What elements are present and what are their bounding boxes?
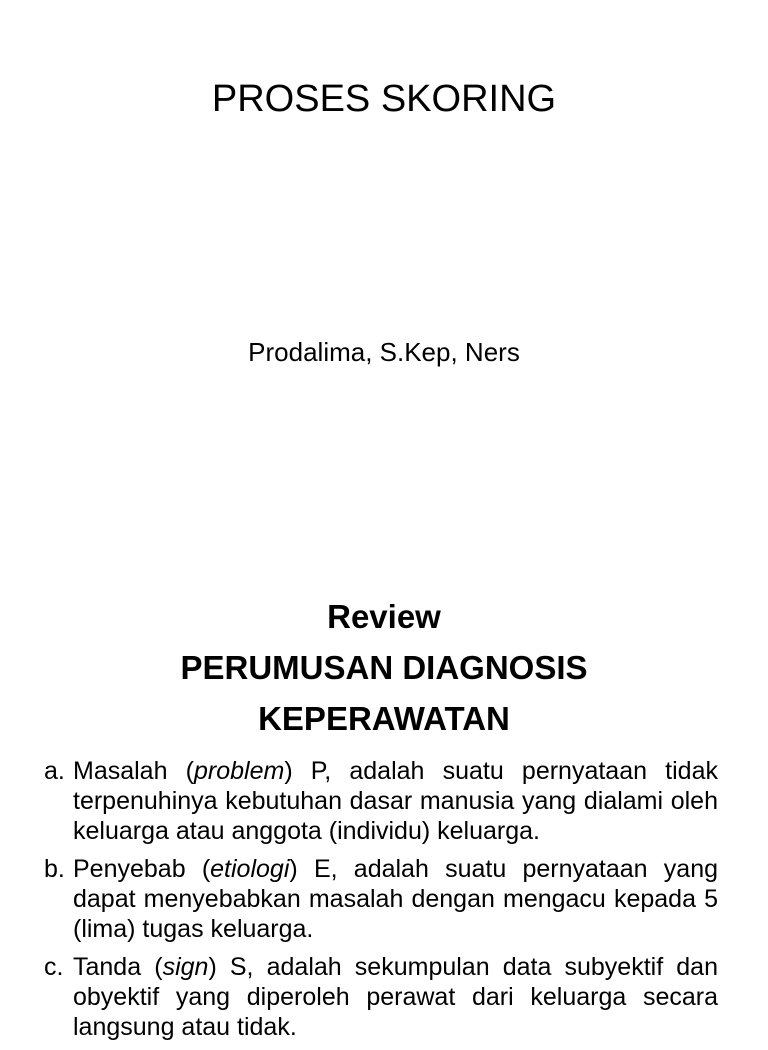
- heading-keperawatan: KEPERAWATAN: [258, 700, 510, 737]
- list-marker: b.: [44, 855, 65, 883]
- presentation-title: PROSES SKORING: [211, 78, 557, 120]
- item-text-before: Tanda (: [73, 953, 163, 981]
- list-marker: c.: [44, 953, 64, 981]
- item-text-after: ) P, adalah suatu pernyataan tidak terpenuhinya kebutuhan dasar manusia yang dialami oleh keluarga atau anggota (individu) keluarga.: [73, 757, 718, 845]
- list-item: [44, 756, 718, 846]
- list-marker: a.: [44, 757, 65, 785]
- slide-heading: [0, 591, 768, 744]
- item-text-before: Penyebab (: [73, 855, 211, 883]
- heading-perumusan: PERUMUSAN DIAGNOSIS: [180, 649, 588, 686]
- list-item-text: [73, 756, 718, 846]
- presentation-author: Prodalima, S.Kep, Ners: [248, 337, 520, 367]
- item-term: sign: [162, 953, 209, 981]
- list-item-text: [73, 854, 718, 944]
- heading-review: Review: [327, 598, 441, 635]
- list-item-text: [73, 952, 718, 1042]
- definition-list: [44, 756, 718, 1050]
- item-text-before: Masalah (: [73, 757, 194, 785]
- slide-review: [0, 576, 768, 1041]
- item-term: problem: [193, 757, 285, 785]
- item-text-after: ) S, adalah sekumpulan data subyektif dan obyektif yang diperoleh perawat dari keluarga secara langsung atau tidak.: [73, 953, 718, 1041]
- item-term: etiologi: [210, 855, 290, 883]
- list-item: [44, 854, 718, 944]
- item-text-after: ) E, adalah suatu pernyataan yang dapat menyebabkan masalah dengan mengacu kepada 5 (lima) tugas keluarga.: [73, 855, 718, 943]
- list-item: [44, 952, 718, 1042]
